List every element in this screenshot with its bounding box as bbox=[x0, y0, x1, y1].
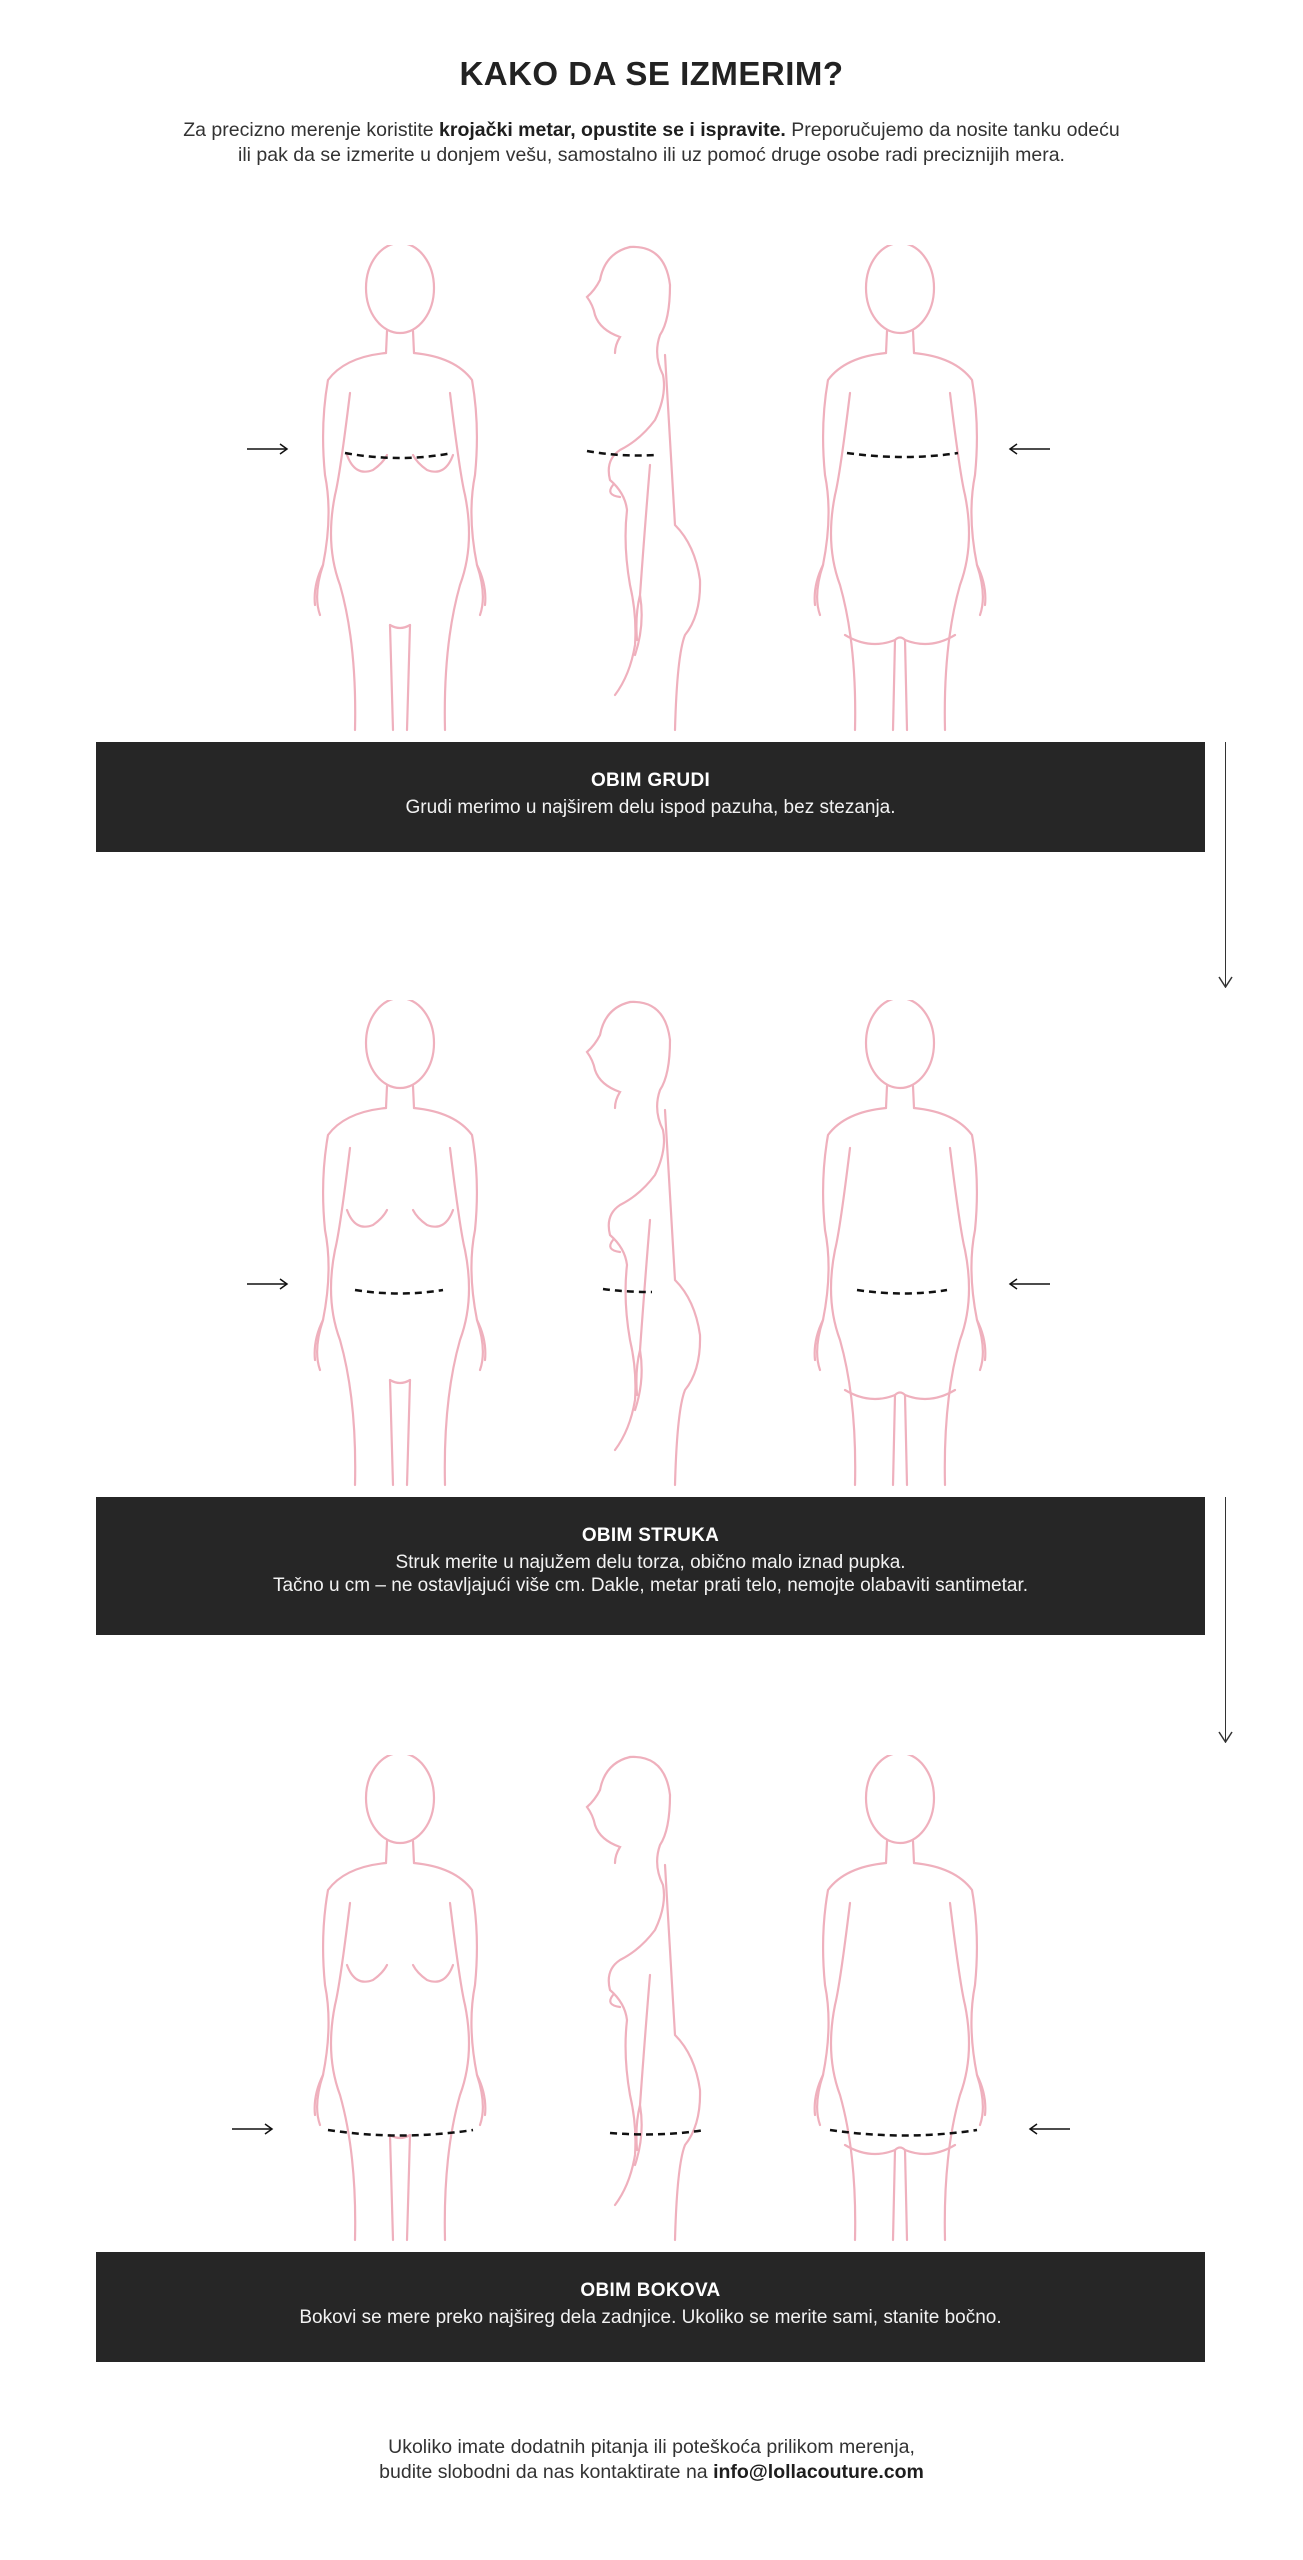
section-hips bbox=[0, 1755, 1303, 2515]
section-bust bbox=[0, 245, 1303, 1005]
info-box-bust bbox=[96, 742, 1205, 852]
section-waist bbox=[0, 1000, 1303, 1760]
intro-text bbox=[100, 118, 1203, 168]
intro-bold: krojački metar, opustite se i ispravite. bbox=[439, 119, 786, 141]
arrow-left-icon bbox=[1010, 444, 1050, 454]
flow-line bbox=[1225, 742, 1226, 987]
section-title: OBIM GRUDI bbox=[590, 770, 711, 791]
info-box-hips bbox=[96, 2252, 1205, 2362]
arrow-right-icon bbox=[247, 444, 287, 454]
page-title: KAKO DA SE IZMERIM? bbox=[459, 55, 844, 92]
section-text: Grudi merimo u najširem delu ispod pazuha, bez stezanja. bbox=[405, 797, 896, 818]
contact-email-link[interactable]: info@lollacouture.com bbox=[713, 2461, 924, 2483]
intro-part1: Za precizno merenje koristite bbox=[183, 119, 440, 141]
arrow-left-icon bbox=[1010, 1279, 1050, 1289]
figures-hips bbox=[0, 1755, 1303, 2245]
footer-contact bbox=[0, 2435, 1303, 2485]
footer-line2: budite slobodni da nas kontaktirate na bbox=[379, 2461, 714, 2483]
figures-waist bbox=[0, 1000, 1303, 1490]
info-box-waist bbox=[96, 1497, 1205, 1635]
intro-line2: ili pak da se izmerite u donjem vešu, samostalno ili uz pomoć druge osobe radi preciznijih mera. bbox=[238, 144, 1065, 166]
section-title: OBIM STRUKA bbox=[581, 1525, 720, 1546]
footer-line1: Ukoliko imate dodatnih pitanja ili poteškoća prilikom merenja, bbox=[388, 2436, 915, 2458]
section-text: Bokovi se mere preko najšireg dela zadnjice. Ukoliko se merite sami, stanite bočno. bbox=[299, 2307, 1002, 2328]
section-title: OBIM BOKOVA bbox=[580, 2280, 721, 2301]
section-text-line2: Tačno u cm – ne ostavljajući više cm. Dakle, metar prati telo, nemojte olabaviti santimetar. bbox=[272, 1575, 1029, 1596]
figures-bust bbox=[0, 245, 1303, 735]
flow-line bbox=[1225, 1497, 1226, 1742]
arrow-left-icon bbox=[1030, 2124, 1070, 2134]
arrow-down-icon bbox=[1217, 976, 1234, 988]
arrow-right-icon bbox=[232, 2124, 272, 2134]
arrow-right-icon bbox=[247, 1279, 287, 1289]
arrow-down-icon bbox=[1217, 1731, 1234, 1743]
section-text-line1: Struk merite u najužem delu torza, obično malo iznad pupka. bbox=[395, 1552, 906, 1573]
intro-part2: Preporučujemo da nosite tanku odeću bbox=[785, 119, 1120, 141]
